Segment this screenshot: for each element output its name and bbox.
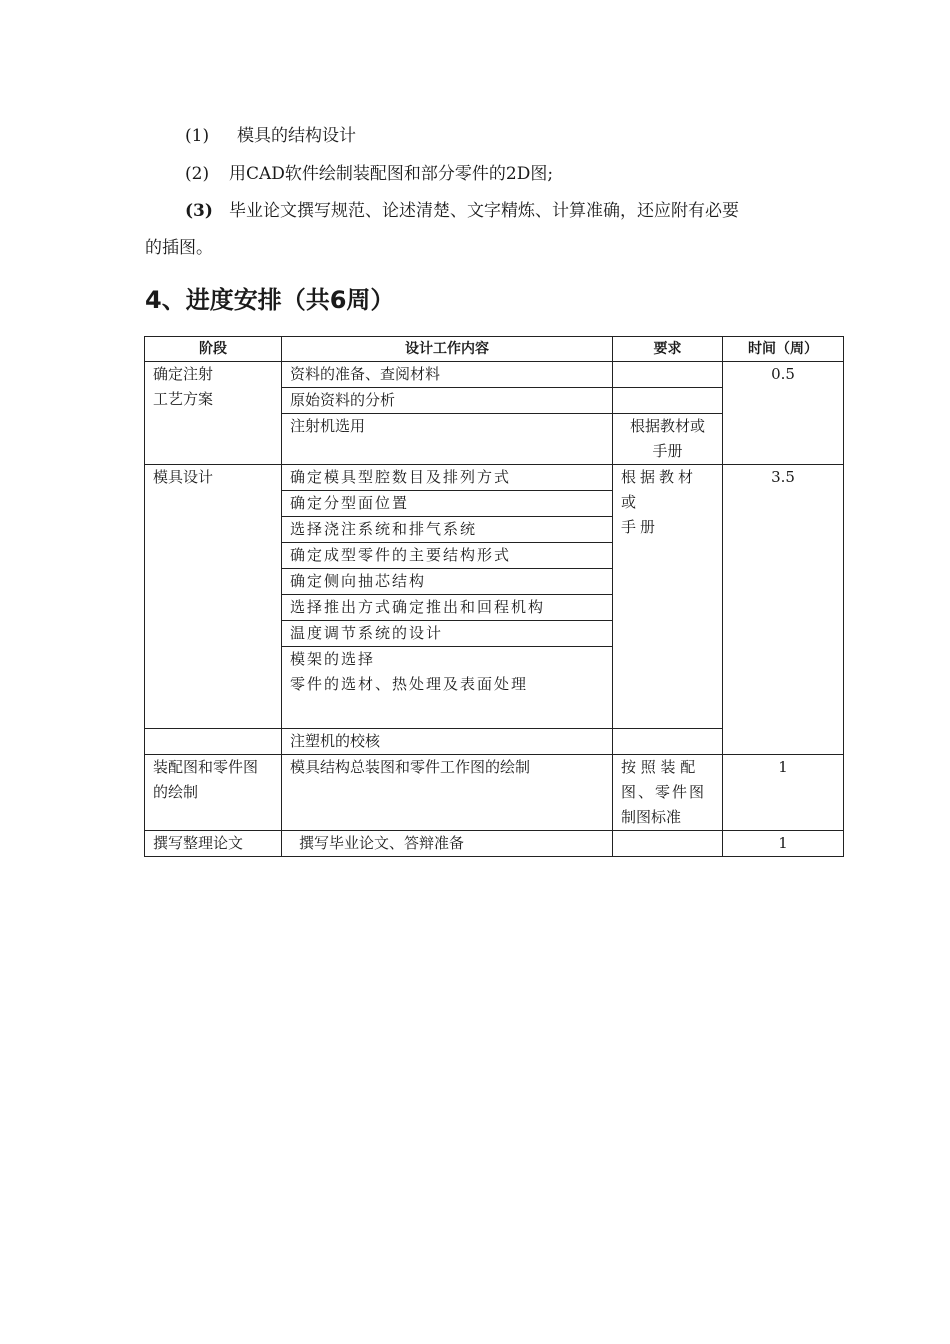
table-row: [145, 362, 844, 388]
requirement-3-continued: [145, 230, 213, 266]
stage-cell: [145, 755, 282, 831]
header-content: 设计工作内容: [282, 337, 613, 362]
task-cell: 确定模具型腔数目及排列方式: [282, 465, 613, 491]
requirement-1: [185, 118, 356, 154]
requirement-1-number: (1): [185, 126, 210, 146]
stage-cell: [145, 362, 282, 465]
stage-label: 装配图和零件图: [153, 758, 259, 776]
requirement-3-number: (3): [185, 201, 213, 221]
requirement-cell: [613, 831, 723, 857]
task-text: 模架的选择: [290, 650, 376, 668]
requirement-text: 根据教材或: [629, 417, 705, 435]
table-header-row: [145, 337, 844, 362]
requirement-cell: [613, 755, 723, 831]
table-row: [145, 465, 844, 491]
stage-cell: [145, 729, 282, 755]
schedule-table: [144, 336, 844, 857]
task-cell: 注塑机的校核: [282, 729, 613, 755]
requirement-cell: [613, 465, 723, 729]
time-cell: 1: [723, 831, 844, 857]
stage-label: 确定注射: [153, 365, 214, 383]
requirement-text: 手册: [652, 442, 683, 460]
requirement-cell: [613, 729, 723, 755]
section-heading: 4、进度安排（共6周）: [145, 286, 395, 314]
task-cell: 选择推出方式确定推出和回程机构: [282, 595, 613, 621]
header-requirement: 要求: [613, 337, 723, 362]
requirement-2-number: (2): [185, 164, 210, 184]
task-cell: 选择浇注系统和排气系统: [282, 517, 613, 543]
time-cell: 0.5: [723, 362, 844, 465]
requirement-3: [185, 193, 739, 229]
stage-cell: 模具设计: [145, 465, 282, 729]
requirement-2: [185, 156, 553, 192]
task-cell: 注射机选用: [282, 414, 613, 465]
requirement-cell: [613, 388, 723, 414]
table-row: [145, 755, 844, 831]
task-cell: 确定分型面位置: [282, 491, 613, 517]
task-cell: 资料的准备、查阅材料: [282, 362, 613, 388]
requirement-3-continued-text: 的插图。: [145, 238, 213, 258]
task-cell: 确定侧向抽芯结构: [282, 569, 613, 595]
requirement-text: 手册: [621, 518, 660, 536]
stage-label: 工艺方案: [153, 390, 214, 408]
requirement-2-text: 用CAD软件绘制装配图和部分零件的2D图;: [229, 164, 554, 184]
task-cell: 温度调节系统的设计: [282, 621, 613, 647]
table-row: [145, 831, 844, 857]
task-cell: 原始资料的分析: [282, 388, 613, 414]
task-cell: [282, 647, 613, 729]
requirement-text: 根据教材或: [621, 468, 698, 511]
header-time: 时间（周）: [723, 337, 844, 362]
task-cell: 撰写毕业论文、答辩准备: [282, 831, 613, 857]
stage-cell: 撰写整理论文: [145, 831, 282, 857]
requirement-cell: [613, 362, 723, 388]
time-cell: 1: [723, 755, 844, 831]
task-cell: 确定成型零件的主要结构形式: [282, 543, 613, 569]
requirement-text: 图、零件图: [621, 783, 707, 801]
requirement-text: 按 照 装 配: [621, 758, 696, 776]
requirement-3-text: 毕业论文撰写规范、论述清楚、文字精炼、计算准确，还应附有必要: [229, 201, 739, 221]
task-text: 零件的选材、热处理及表面处理: [290, 675, 529, 693]
requirement-1-text: 模具的结构设计: [237, 126, 356, 146]
task-cell: 模具结构总装图和零件工作图的绘制: [282, 755, 613, 831]
requirement-text: 制图标准: [621, 808, 682, 826]
header-stage: 阶段: [145, 337, 282, 362]
requirement-cell: [613, 414, 723, 465]
stage-label: 的绘制: [153, 783, 199, 801]
time-cell: 3.5: [723, 465, 844, 755]
